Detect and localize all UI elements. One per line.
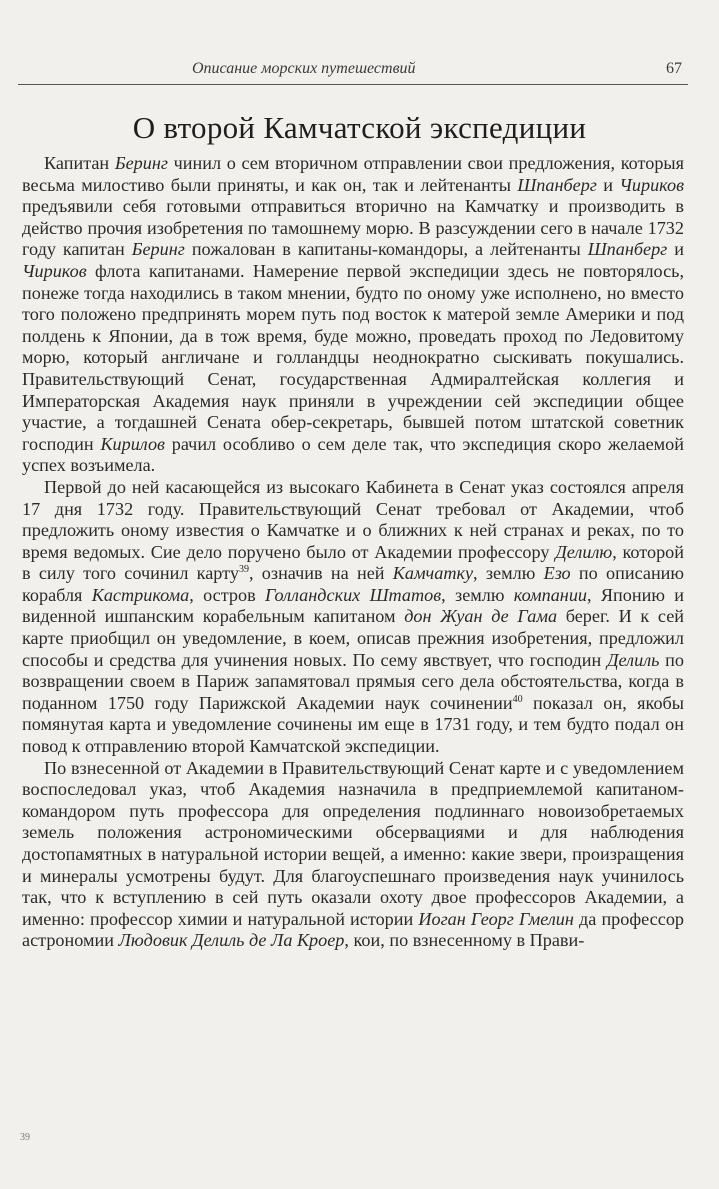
text-run: чинил о сем вторичном отправлении свои предложения, которыя весьма милостиво были приняты, и как он, так и лейтенанты [22,153,684,195]
italic-name: компании [513,584,588,605]
text-run: предъявили себя готовыми отправиться вторично на Камчатку и производить в действо прочия изобретения по тамошнему морю. В разсуждении сего в начале 1732 году капитан [22,196,684,260]
italic-name: Чириков [619,174,684,195]
italic-name: Езо [543,563,571,584]
running-header [22,60,682,80]
footnote-ref: 39 [238,564,249,576]
page-number: 67 [666,60,682,77]
running-title: Описание морских путешествий [192,60,416,77]
text-run: , Японию и виденной ишпанским корабельным капитаном [22,584,684,627]
italic-name: Иоган Георг Гмелин [418,908,574,929]
italic-name: Кирилов [100,433,165,454]
text-run: рачил особливо о сем деле так, что экспедиция скоро желаемой успех возъимела. [22,433,684,476]
italic-name: Кастрикома [91,584,190,605]
italic-name: Шпанберг [587,239,668,260]
text-run: да профессор астрономии [22,908,685,951]
text-run: , означив на ней [248,563,393,584]
text-run: по возвращении своем в Париж запамятовал прямыя сего дела обстоятельства, когда в поданном 1750 году Парижской Академии наук сочинении [22,649,685,713]
chapter-title: О второй Камчатской экспедиции [132,110,587,145]
body-text [22,153,684,952]
text-run: , которой в силу того сочинил карту [22,541,685,584]
italic-name: Голландских Штатов [265,584,442,605]
text-run: Капитан [44,153,115,173]
italic-name: Людовик Делиль де Ла Кроер [118,930,345,951]
text-run: флота капитанами. Намерение первой экспедиции здесь не повторялось, понеже тогда находились в таком мнении, будто по оному уже исполнено, но вместо того положено предпринять морем путь под восток к матерой земле Америки и под полдень к Японии, да в тож время, буде можно, проведать проход по Ледовитому морю, который англичане и голландцы неоднократно сыскивать покушались. Правительствующий Сенат, государственная Адмиралтейская коллегия и Императорская Академия наук приняли в учреждении сей экспедиции общее участие, а тогдашней Сената обер-секретарь, бывшей потом штатской советник господин [22,260,684,454]
italic-name: Чириков [22,260,87,281]
text-run: и [667,239,684,260]
paragraph [22,477,684,758]
text-run: , остров [189,584,266,605]
italic-name: Беринг [114,153,168,173]
text-run: и [596,174,620,195]
italic-name: Делиль [606,649,660,670]
italic-name: Камчатку [392,563,474,584]
text-run: берег. И к сей карте приобщил он уведомление, в коем, описав прежния изобретения, предложил способы и средства для учинения новых. По сему явствует, что господин [22,606,684,670]
italic-name: Беринг [131,239,185,260]
text-run: По взнесенной от Академии в Правительствующий Сенат карте и с уведомлением воспоследовал указ, чтоб Академия назначила в предприемлемой капитаном-командором путь профессора для определения подлиннаго новоизобретаемых земель положения астрономическими обсервациями и для наблюдения достопамятных в натуральной истории вещей, а именно: какие звери, произращения и минералы усмотрены будут. Для благоуспешнаго произведения наук учинилось так, что к вступлению в сей путь оказали охоту двое профессоров Академии, а именно: профессор химии и натуральной истории [22,757,684,929]
italic-name: Делилю [555,541,613,562]
text-run: , землю [441,584,514,605]
header-rule [18,84,688,85]
italic-name: Шпанберг [517,174,597,195]
footnote-marker: 39 [20,1132,30,1143]
footnote-ref: 40 [512,693,523,705]
italic-name: дон Жуан де Гама [404,606,558,627]
paragraph [22,153,684,477]
text-run: показал он, якобы помянутая карта и уведомление сочинены им еще в 1731 году, и тем будто подал он повод к отправлению второй Камчатской экспедиции. [22,692,685,757]
text-run: , кои, по взнесенному в Прави- [344,930,585,951]
paragraph [22,758,684,952]
text-run: пожалован в капитаны-командоры, а лейтенанты [184,239,588,260]
text-run: , землю [473,563,544,584]
text-run: Первой до ней касающейся из высокаго Кабинета в Сенат указ состоялся апреля 17 дня 1732 году. Правительствующий Сенат требовал от Академии, чтоб предложить оному известия о Камчатке и о ближних к ней странах и реках, по то время ведомых. Сие дело поручено было от Академии профессору [22,476,684,562]
text-run: по описанию корабля [22,563,684,605]
